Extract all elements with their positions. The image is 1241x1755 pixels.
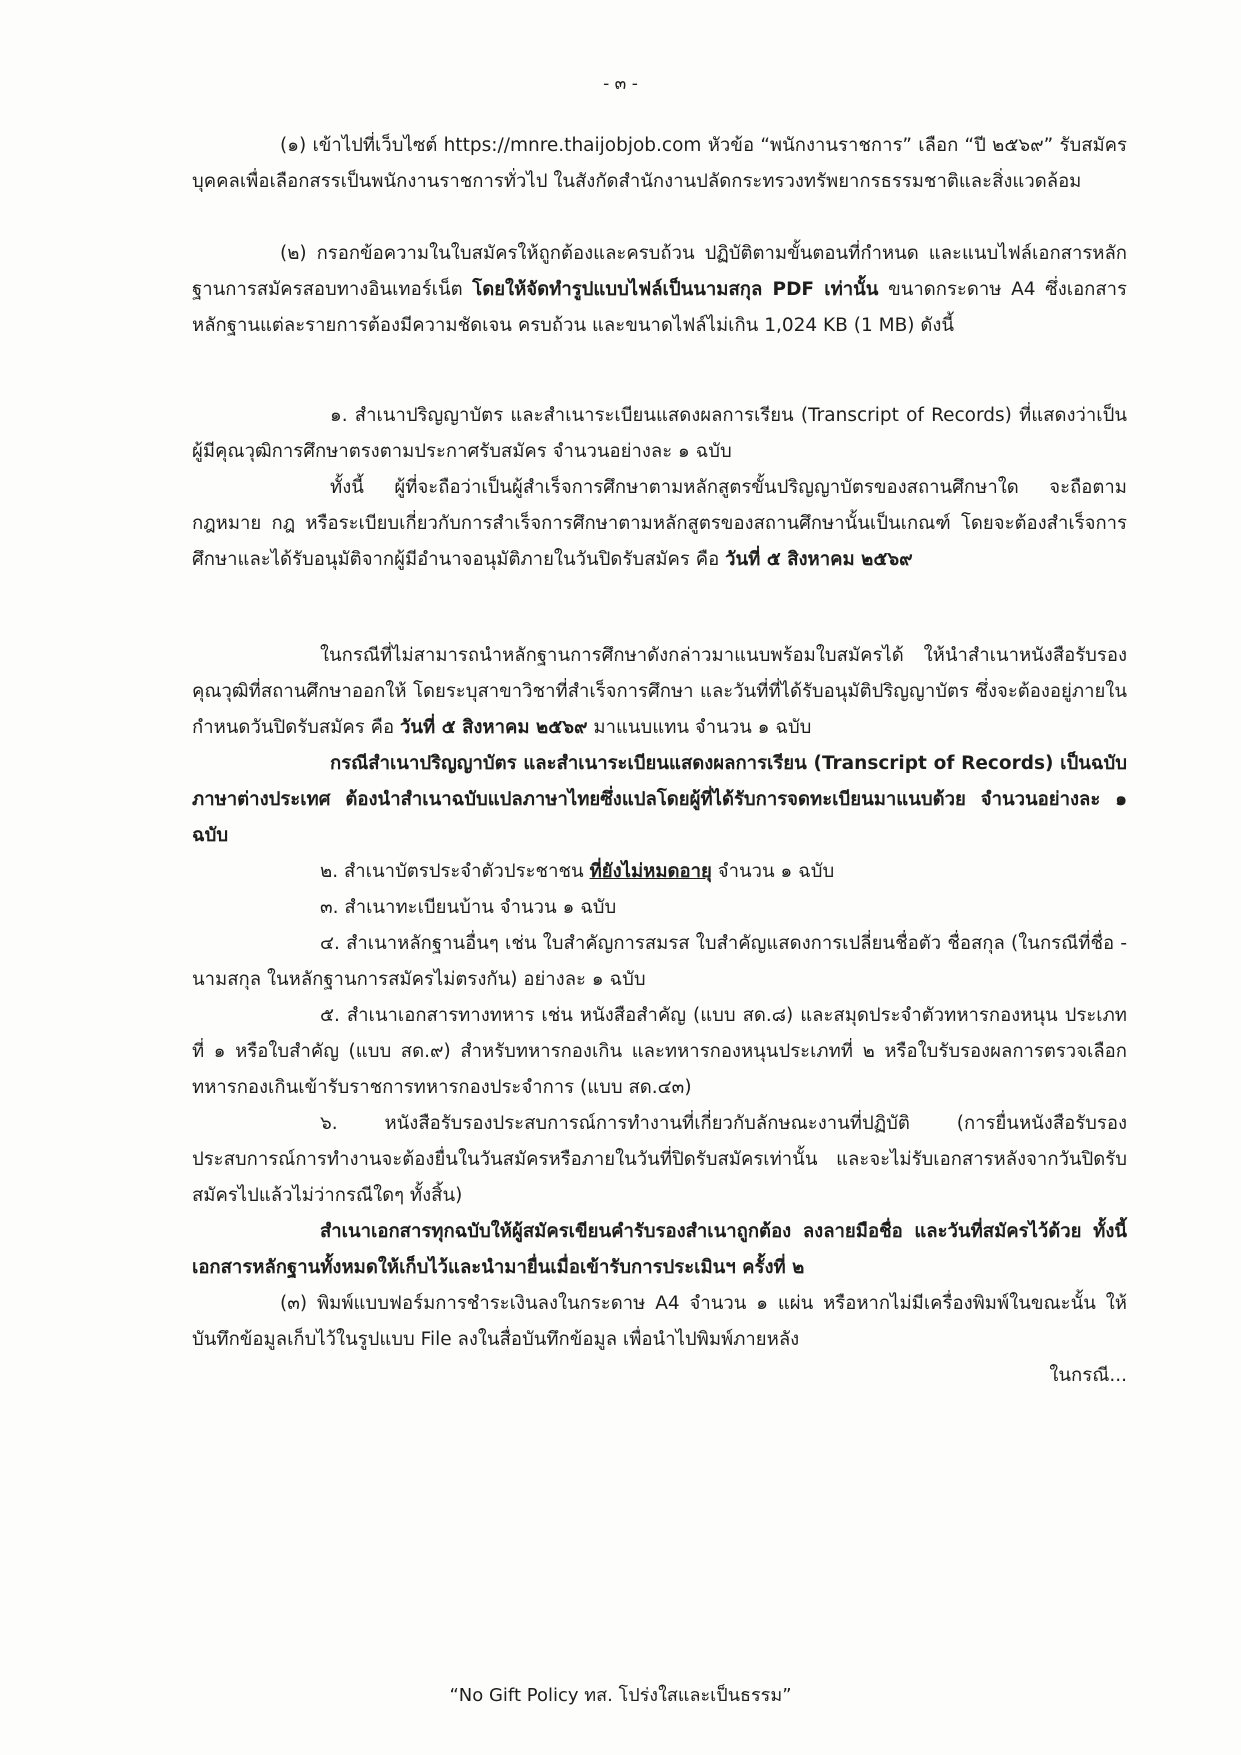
page-number: - ๓ - <box>603 74 638 94</box>
item-2-not-expired: ที่ยังไม่หมดอายุ <box>589 861 712 882</box>
closing-date-2: วันที่ ๕ สิงหาคม ๒๕๖๙ <box>399 717 588 738</box>
step-2-text: (๒) กรอกข้อความในใบสมัครให้ถูกต้องและครบถ้วน ปฏิบัติตามขั้นตอนที่กำหนด และแนบไฟล์เอกสารหลักฐานการสมัครสอบทางอินเทอร์เน็ต <box>192 243 1127 300</box>
paragraph-item-4: ๔. สำเนาหลักฐานอื่นๆ เช่น ใบสำคัญการสมรส ใบสำคัญแสดงการเปลี่ยนชื่อตัว ชื่อสกุล (ในกรณีที่ชื่อ - นามสกุล ในหลักฐานการสมัครไม่ตรงกัน) อย่างละ ๑ ฉบับ <box>192 933 1127 990</box>
step-2-pdf-requirement: โดยให้จัดทำรูปแบบไฟล์เป็นนามสกุล PDF เท่านั้น <box>472 279 879 300</box>
certificate-alternative-text: ในกรณีที่ไม่สามารถนำหลักฐานการศึกษาดังกล่าวมาแนบพร้อมใบสมัครได้ ให้นำสำเนาหนังสือรับรองคุณวุฒิที่สถานศึกษาออกให้ โดยระบุสาขาวิชาที่สำเร็จการศึกษา และวันที่ที่ได้รับอนุมัติปริญญาบัตร ซึ่งจะต้องอยู่ภายในกำหนดวันปิดรับสมัคร คือ <box>192 645 1127 738</box>
paragraph-step-1: (๑) เข้าไปที่เว็บไซต์ https://mnre.thaijobjob.com หัวข้อ “พนักงานราชการ” เลือก “ปี ๒๕๖๙” รับสมัครบุคคลเพื่อเลือกสรรเป็นพนักงานราชการทั่วไป ในสังกัดสำนักงานปลัดกระทรวงทรัพยากรธรรมชาติและสิ่งแวดล้อม <box>192 135 1127 192</box>
item-2-text-end: จำนวน ๑ ฉบับ <box>711 861 835 882</box>
paragraph-item-2 <box>192 854 1127 890</box>
paragraph-certification-instruction: สำเนาเอกสารทุกฉบับให้ผู้สมัครเขียนคำรับรองสำเนาถูกต้อง ลงลายมือชื่อ และวันที่สมัครไว้ด้วย ทั้งนี้ เอกสารหลักฐานทั้งหมดให้เก็บไว้และนำมายื่นเมื่อเข้ารับการประเมินฯ ครั้งที่ ๒ <box>192 1221 1127 1278</box>
paragraph-graduation-note <box>192 470 1127 578</box>
paragraph-item-3: ๓. สำเนาทะเบียนบ้าน จำนวน ๑ ฉบับ <box>320 897 617 918</box>
paragraph-foreign-language: กรณีสำเนาปริญญาบัตร และสำเนาระเบียนแสดงผลการเรียน (Transcript of Records) เป็นฉบับภาษาต่างประเทศ ต้องนำสำเนาฉบับแปลภาษาไทยซึ่งแปลโดยผู้ที่ได้รับการจดทะเบียนมาแนบด้วย จำนวนอย่างละ ๑ ฉบับ <box>192 753 1127 846</box>
paragraph-item-5: ๕. สำเนาเอกสารทางทหาร เช่น หนังสือสำคัญ (แบบ สด.๘) และสมุดประจำตัวทหารกองหนุน ประเภทที่ ๑ หรือใบสำคัญ (แบบ สด.๙) สำหรับทหารกองเกิน และทหารกองหนุนประเภทที่ ๒ หรือใบรับรองผลการตรวจเลือกทหารกองเกินเข้ารับราชการทหารกองประจำการ (แบบ สด.๔๓) <box>192 1005 1127 1098</box>
graduation-note-text: ทั้งนี้ ผู้ที่จะถือว่าเป็นผู้สำเร็จการศึกษาตามหลักสูตรขั้นปริญญาบัตรของสถานศึกษาใด จะถือตามกฎหมาย กฎ หรือระเบียบเกี่ยวกับการสำเร็จการศึกษาตามหลักสูตรของสถานศึกษานั้นเป็นเกณฑ์ โดยจะต้องสำเร็จการศึกษาและได้รับอนุมัติจากผู้มีอำนาจอนุมัติภายในวันปิดรับสมัคร คือ <box>192 477 1127 570</box>
certificate-alternative-end: มาแนบแทน จำนวน ๑ ฉบับ <box>587 717 812 738</box>
continuation-text: ในกรณี... <box>1049 1365 1127 1386</box>
paragraph-step-2 <box>192 236 1127 344</box>
paragraph-item-6: ๖. หนังสือรับรองประสบการณ์การทำงานที่เกี่ยวกับลักษณะงานที่ปฏิบัติ (การยื่นหนังสือรับรองประสบการณ์การทำงานจะต้องยื่นในวันสมัครหรือภายในวันที่ปิดรับสมัครเท่านั้น และจะไม่รับเอกสารหลังจากวันปิดรับสมัครไปแล้วไม่ว่ากรณีใดๆ ทั้งสิ้น) <box>192 1113 1127 1206</box>
paragraph-certificate-alternative <box>192 638 1127 746</box>
paragraph-item-1: ๑. สำเนาปริญญาบัตร และสำเนาระเบียนแสดงผลการเรียน (Transcript of Records) ที่แสดงว่าเป็นผู้มีคุณวุฒิการศึกษาตรงตามประกาศรับสมัคร จำนวนอย่างละ ๑ ฉบับ <box>192 405 1127 462</box>
footer-slogan: “No Gift Policy ทส. โปร่งใสและเป็นธรรม” <box>449 1685 792 1706</box>
closing-date: วันที่ ๕ สิงหาคม ๒๕๖๙ <box>725 549 913 570</box>
item-2-text: ๒. สำเนาบัตรประจำตัวประชาชน <box>320 861 590 882</box>
paragraph-step-3: (๓) พิมพ์แบบฟอร์มการชำระเงินลงในกระดาษ A4 จำนวน ๑ แผ่น หรือหากไม่มีเครื่องพิมพ์ในขณะนั้น ให้บันทึกข้อมูลเก็บไว้ในรูปแบบ File ลงในสื่อบันทึกข้อมูล เพื่อนำไปพิมพ์ภายหลัง <box>192 1293 1127 1350</box>
step-2-text-end: ขนาดกระดาษ A4 ซึ่งเอกสารหลักฐานแต่ละรายการต้องมีความชัดเจน ครบถ้วน และขนาดไฟล์ไม่เกิน 1,024 KB (1 MB) ดังนี้ <box>192 279 1127 336</box>
